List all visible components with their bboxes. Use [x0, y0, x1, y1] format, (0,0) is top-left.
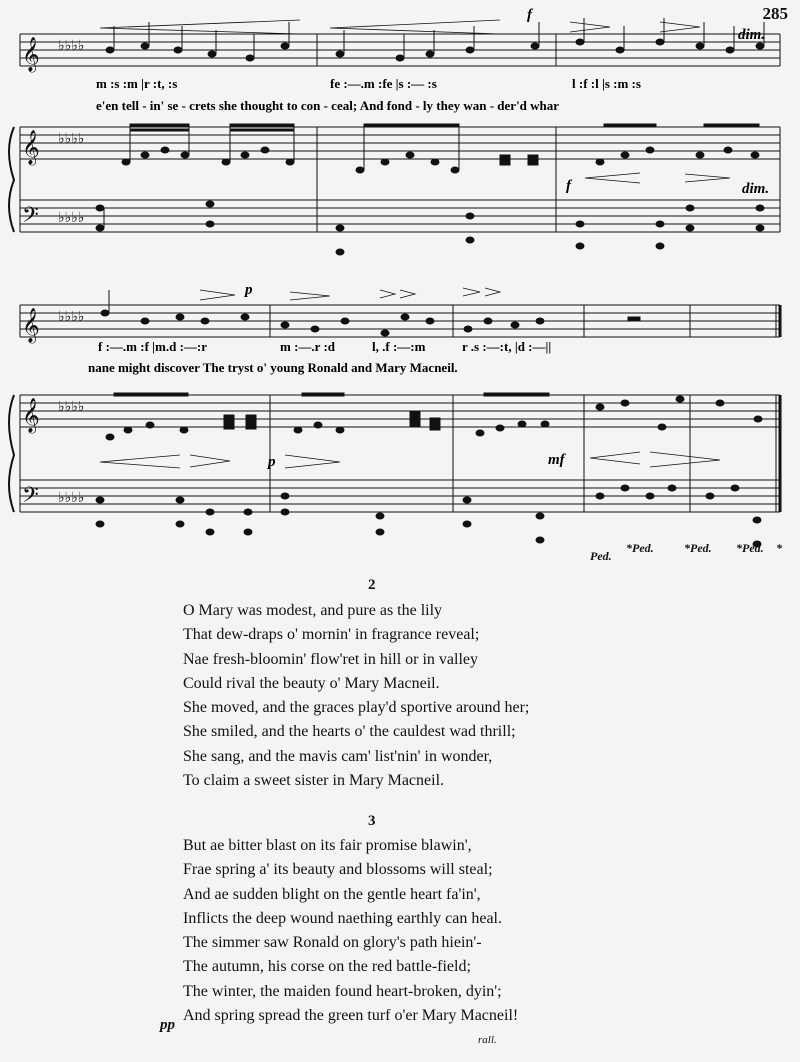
solfa-measure-6: l, .f :—:m — [372, 339, 426, 354]
solfa-measure-2: fe :—.m :fe |s :— :s — [330, 76, 437, 91]
verse-line: She moved, and the graces play'd sportive around her; — [183, 699, 530, 717]
verse-2 — [183, 599, 703, 793]
svg-text:𝄢: 𝄢 — [22, 203, 39, 232]
verse-line: And ae sudden blight on the gentle heart fa'in', — [183, 885, 481, 903]
solfa-measure-3: l :f :l |s :m :s — [572, 76, 641, 91]
svg-text:𝄢: 𝄢 — [22, 483, 39, 512]
svg-text:♭♭♭♭: ♭♭♭♭ — [58, 132, 85, 147]
dynamic-dim-piano: dim. — [742, 181, 770, 197]
verse-line: Nae fresh-bloomin' flow'ret in hill or in valley — [183, 650, 479, 668]
dynamic-p-piano: p — [268, 454, 276, 470]
verse-line: But ae bitter blast on its fair promise blawin', — [183, 837, 472, 854]
svg-text:𝄞: 𝄞 — [22, 131, 40, 164]
verse-line: Frae spring a' its beauty and blossoms will steal; — [183, 861, 493, 879]
dynamic-dim-top: dim. — [738, 27, 766, 43]
page-number: 285 — [762, 4, 788, 23]
piano-treble-staff-2 — [20, 395, 780, 427]
verse-line: And spring spread the green turf o'er Mary Macneil! — [183, 1007, 519, 1025]
lyrics-line-2: nane might discover The tryst o' young Ronald and Mary Macneil. — [88, 360, 458, 375]
pedal-mark: *Ped. — [684, 541, 712, 555]
svg-text:♭♭♭♭: ♭♭♭♭ — [58, 491, 85, 506]
verse-line: Inflicts the deep wound naething earthly can heal. — [183, 909, 502, 927]
svg-text:𝄞: 𝄞 — [22, 38, 40, 71]
pedal-mark: *Ped. — [626, 541, 654, 555]
svg-text:𝄞: 𝄞 — [22, 399, 40, 432]
verse-3 — [183, 834, 703, 1028]
piano-treble-staff-1 — [20, 127, 780, 159]
rall-marking: rall. — [478, 1034, 497, 1046]
verse-line: She smiled, and the hearts o' the cauldest wad thrill; — [183, 723, 516, 741]
solfa-measure-7: r .s :—:t, |d :—|| — [462, 339, 552, 354]
dynamic-f-piano: f — [566, 178, 571, 194]
pedal-markings — [590, 541, 783, 563]
verse-line: She sang, and the mavis cam' list'nin' in wonder, — [183, 747, 493, 765]
verse-number-3: 3 — [368, 813, 376, 829]
piano-treble-notes-2 — [106, 393, 762, 440]
dynamic-f-voice: f — [527, 7, 532, 23]
pedal-mark: Ped. — [590, 549, 612, 563]
pedal-mark: *Ped. — [736, 541, 764, 555]
verse-line: To claim a sweet sister in Mary Macneil. — [183, 772, 445, 790]
solfa-measure-4: f :—.m :f |m.d :—:r — [98, 339, 207, 354]
piano-bass-notes-1 — [96, 201, 764, 255]
piano-bass-notes-2 — [96, 485, 761, 547]
voice-staff-2 — [20, 305, 780, 337]
verse-line: That dew-draps o' mornin' in fragrance reveal; — [183, 626, 480, 644]
svg-text:𝄞: 𝄞 — [22, 309, 40, 342]
verse-line: The autumn, his corse on the red battle-field; — [183, 958, 471, 976]
svg-text:♭♭♭♭: ♭♭♭♭ — [58, 39, 85, 54]
svg-text:♭♭♭♭: ♭♭♭♭ — [58, 310, 85, 325]
verse-line: The simmer saw Ronald on glory's path hiein'- — [183, 934, 482, 952]
solfa-measure-1: m :s :m |r :t, :s — [96, 76, 178, 91]
solfa-line-2 — [98, 339, 551, 354]
verse-line: The winter, the maiden found heart-broken, dyin'; — [183, 982, 502, 1000]
voice-notes-1 — [106, 18, 764, 61]
dynamic-pp: pp — [160, 1017, 175, 1033]
pedal-mark: * — [776, 541, 782, 555]
svg-text:♭♭♭♭: ♭♭♭♭ — [58, 211, 85, 226]
dynamic-p-voice: p — [245, 282, 253, 298]
dynamic-mf: mf — [548, 452, 565, 468]
solfa-line-1 — [96, 76, 641, 91]
verse-line: O Mary was modest, and pure as the lily — [183, 602, 443, 619]
clefs-2 — [22, 308, 84, 512]
verse-number-2: 2 — [368, 577, 376, 593]
piano-treble-notes-1 — [122, 124, 759, 173]
system-2 — [9, 288, 780, 512]
svg-text:♭♭♭♭: ♭♭♭♭ — [58, 400, 85, 415]
verse-line: Could rival the beauty o' Mary Macneil. — [183, 674, 440, 692]
solfa-measure-5: m :—.r :d — [280, 339, 336, 354]
lyrics-line-1: e'en tell - in' se - crets she thought to con - ceal; And fond - ly they wan - der'd whar — [96, 98, 560, 113]
